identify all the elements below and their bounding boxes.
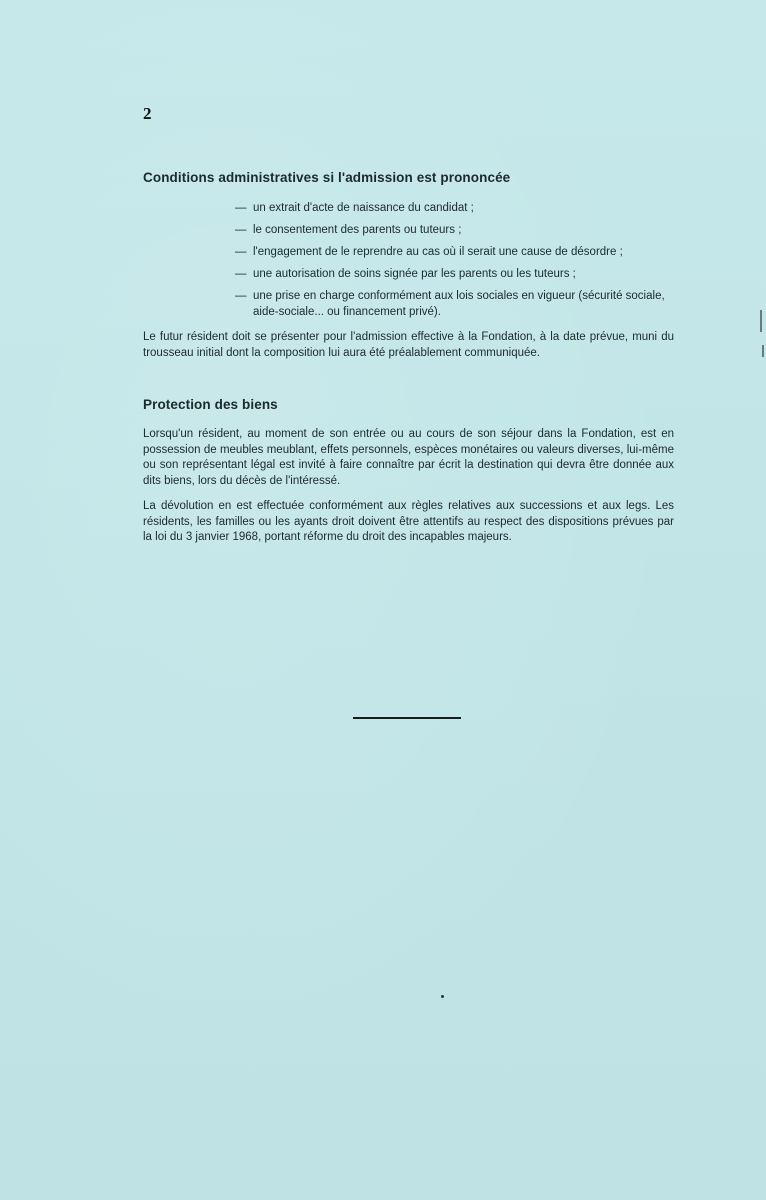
edge-mark [760,310,762,332]
list-item: — le consentement des parents ou tuteurs ; [235,222,674,238]
admission-paragraph: Le futur résident doit se présenter pour l'admission effective à la Fondation, à la date prévue, muni du trousseau initial dont la composition lui aura été préalablement communiquée. [143,331,674,359]
biens-paragraph: Lorsqu'un résident, au moment de son entrée ou au cours de son séjour dans la Fondation, est en possession de meubles meublant, effets personnels, espèces monétaires ou valeurs diverses, lui-même ou son représentant légal est invité à faire connaître par écrit la destination qui devra être donnée aux dits biens, lors du décès de l'intéressé. [143,428,674,487]
section-title-biens: Protection des biens [143,397,278,412]
edge-mark [762,345,764,357]
page-content [143,170,674,556]
closing-rule [353,717,461,719]
list-item: — l'engagement de le reprendre au cas où il serait une cause de désordre ; [235,244,674,260]
page-number: 2 [143,104,152,123]
list-item: — une prise en charge conformément aux lois sociales en vigueur (sécurité sociale, aide-sociale... ou financement privé). [235,288,674,320]
page-speck [441,995,444,998]
list-item: — un extrait d'acte de naissance du candidat ; [235,200,674,216]
section-title-admin: Conditions administratives si l'admission est prononcée [143,170,511,185]
conditions-list [235,200,674,320]
list-item: — une autorisation de soins signée par les parents ou les tuteurs ; [235,266,674,282]
section-spacer [143,371,674,397]
biens-paragraph: La dévolution en est effectuée conformément aux règles relatives aux successions et aux legs. Les résidents, les familles ou les ayants droit doivent être attentifs au respect des dispositions prévues par la loi du 3 janvier 1968, portant réforme du droit des incapables majeurs. [143,500,674,543]
